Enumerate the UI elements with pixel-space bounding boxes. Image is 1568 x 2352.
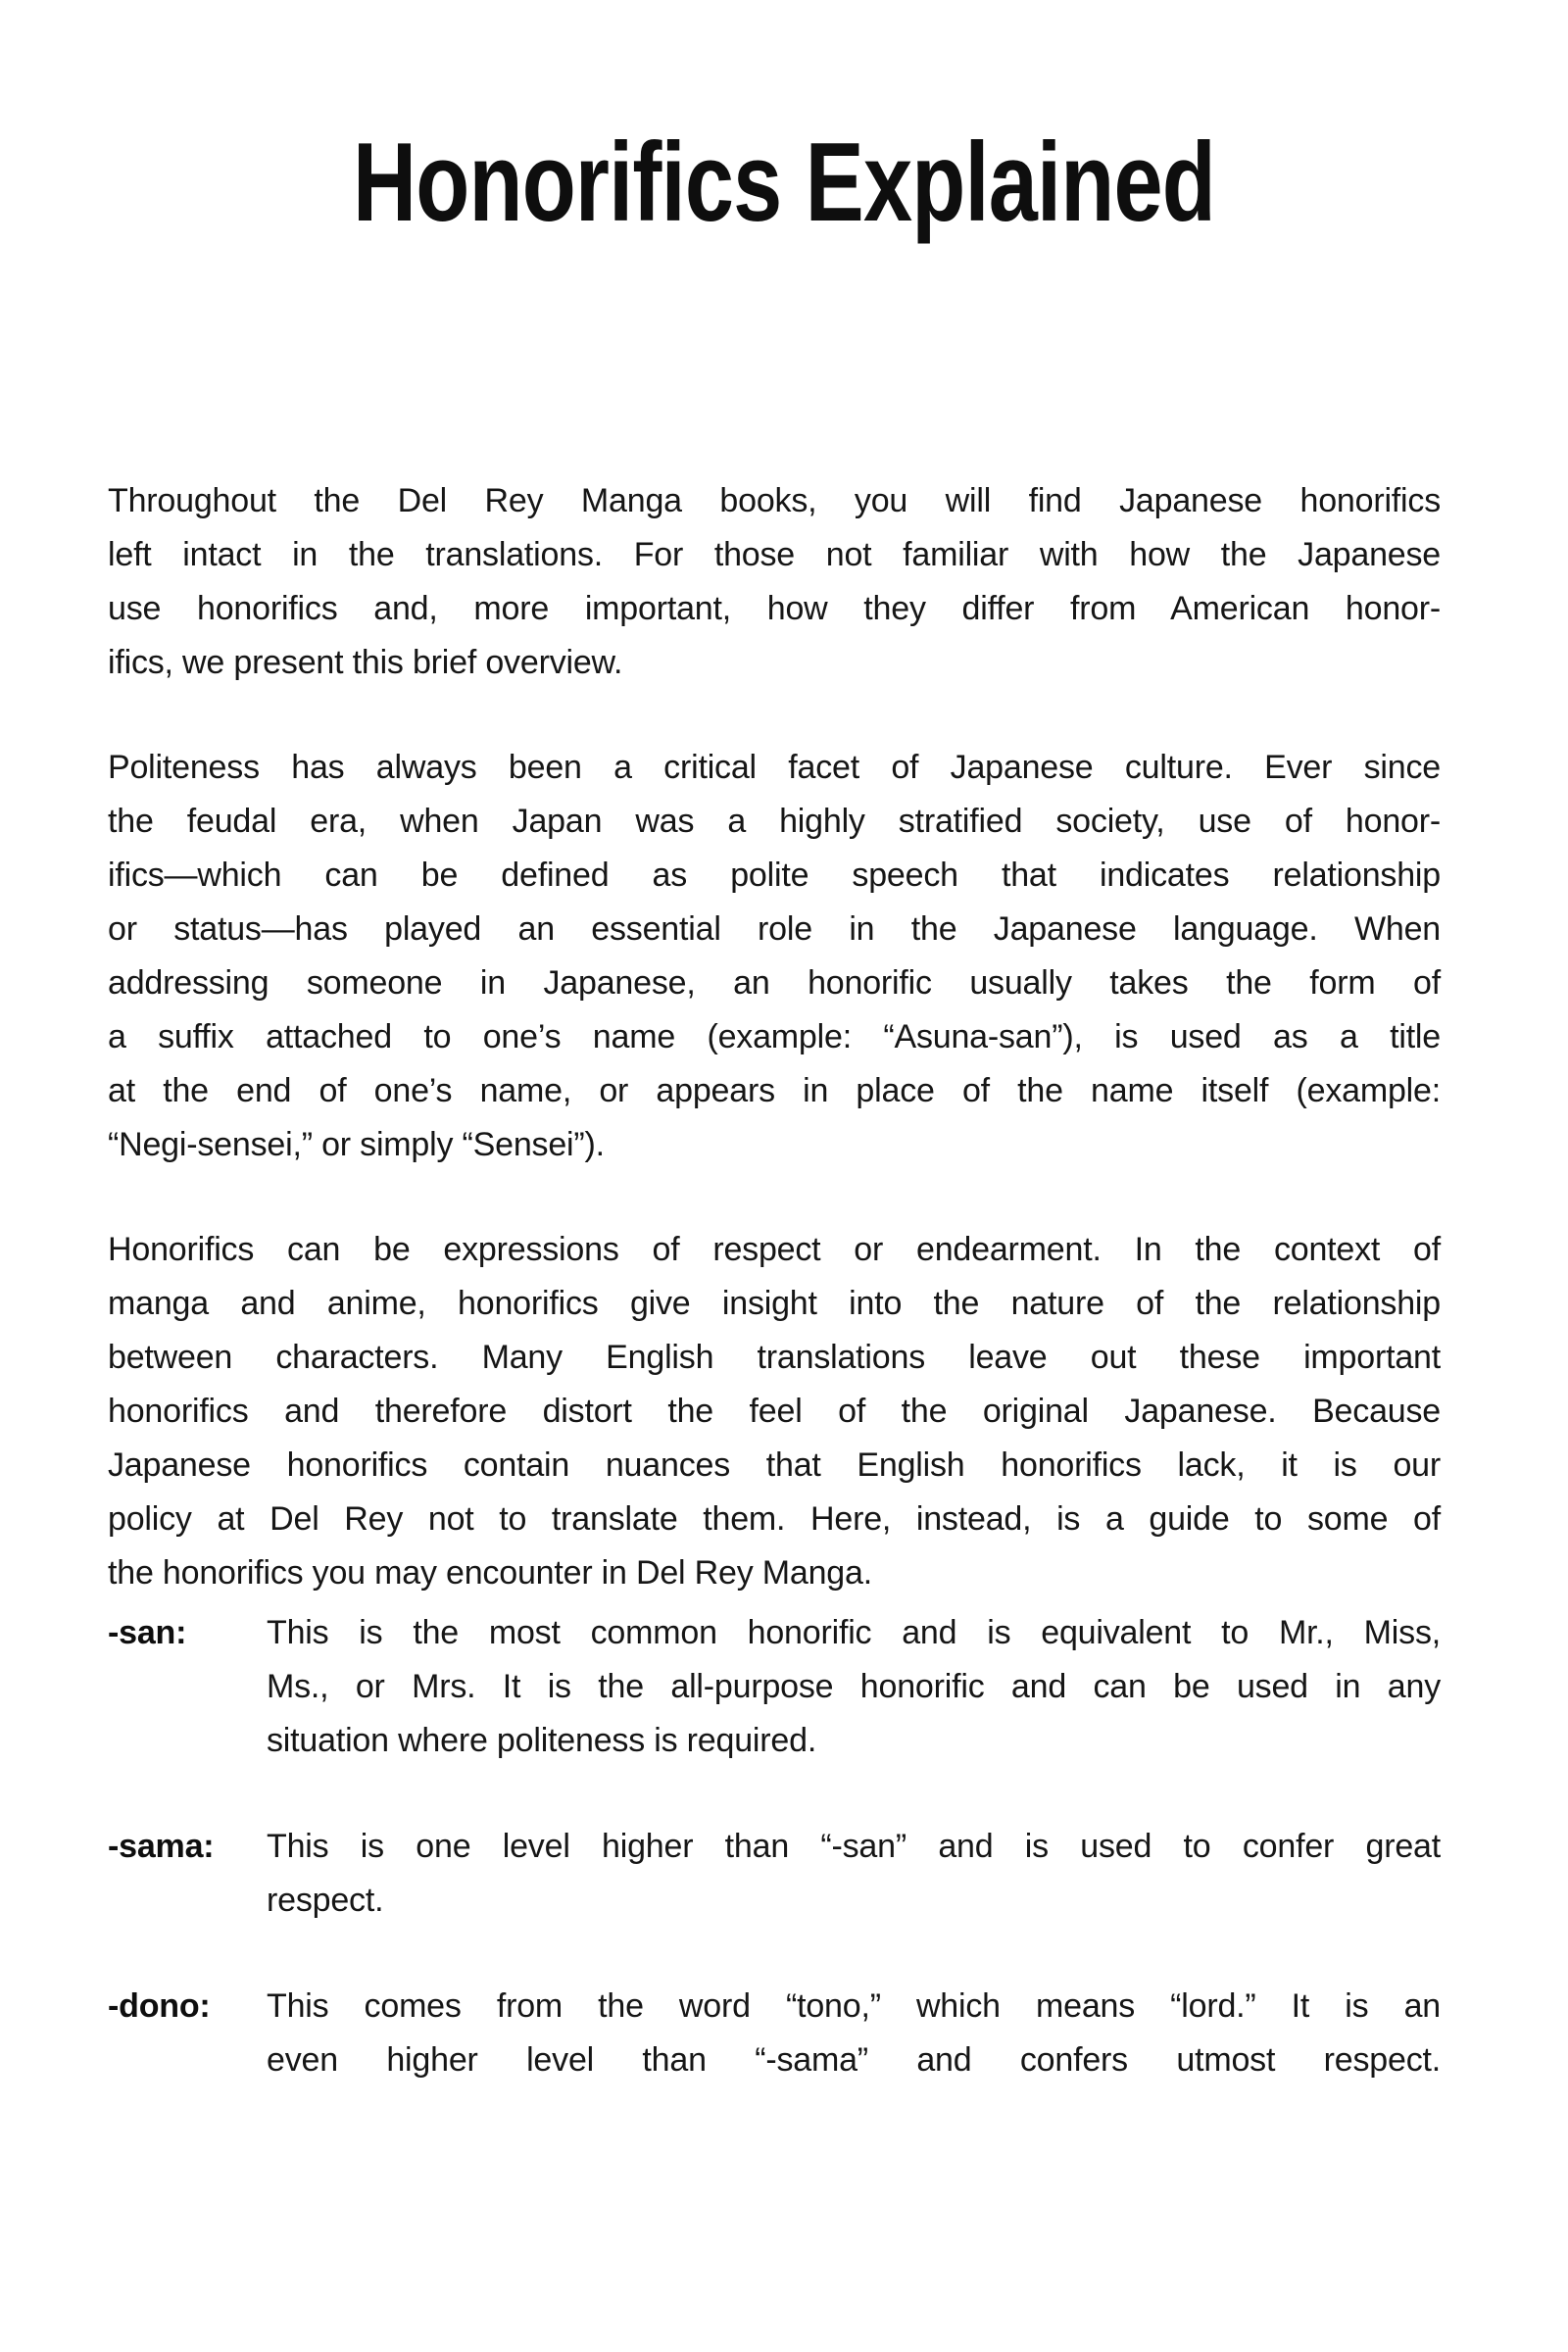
- paragraph-line: ifics—which can be defined as polite speech that indicates relationship: [108, 857, 1441, 894]
- paragraph-line: or status—has played an essential role in the Japanese language. When: [108, 910, 1441, 948]
- definition-text-line: This is one level higher than “-san” and is used to confer great: [267, 1828, 1441, 1865]
- page-title: Honorifics Explained: [353, 121, 1215, 245]
- paragraph-line: “Negi-sensei,” or simply “Sensei”).: [108, 1126, 605, 1163]
- paragraph-line: left intact in the translations. For those not familiar with how the Japanese: [108, 536, 1441, 573]
- definition-entry: [108, 1980, 1441, 2087]
- definition-text: [267, 1606, 1441, 1768]
- definition-text-line: This comes from the word “tono,” which means “lord.” It is an: [267, 1987, 1441, 2025]
- definition-text: [267, 1980, 1441, 2087]
- paragraph: [108, 474, 1441, 690]
- definition-text-line: even higher level than “-sama” and confers utmost respect.: [267, 2041, 1441, 2079]
- definition-entry: [108, 1606, 1441, 1768]
- paragraph-line: honorifics and therefore distort the feel of the original Japanese. Because: [108, 1393, 1441, 1430]
- definition-text-line: respect.: [267, 1882, 384, 1919]
- definition-term: -sama:: [108, 1828, 215, 1865]
- paragraph-line: the feudal era, when Japan was a highly stratified society, use of honor-: [108, 803, 1441, 840]
- definition-entry: [108, 1820, 1441, 1928]
- paragraph-line: Politeness has always been a critical facet of Japanese culture. Ever since: [108, 749, 1441, 786]
- definition-term: -san:: [108, 1614, 187, 1651]
- paragraphs-section: [108, 474, 1441, 1600]
- paragraph-line: Honorifics can be expressions of respect or endearment. In the context of: [108, 1231, 1441, 1268]
- body-text: [108, 474, 1441, 2139]
- paragraph-line: ifics, we present this brief overview.: [108, 644, 623, 681]
- definition-text-line: situation where politeness is required.: [267, 1722, 817, 1759]
- paragraph: [108, 1223, 1441, 1600]
- paragraph-line: addressing someone in Japanese, an honorific usually takes the form of: [108, 964, 1441, 1002]
- paragraph-line: between characters. Many English translations leave out these important: [108, 1339, 1441, 1376]
- definition-text-line: Ms., or Mrs. It is the all-purpose honorific and can be used in any: [267, 1668, 1441, 1705]
- paragraph-line: use honorifics and, more important, how they differ from American honor-: [108, 590, 1441, 627]
- paragraph-line: policy at Del Rey not to translate them. Here, instead, is a guide to some of: [108, 1500, 1441, 1538]
- definition-text-line: This is the most common honorific and is equivalent to Mr., Miss,: [267, 1614, 1441, 1651]
- paragraph-line: Throughout the Del Rey Manga books, you will find Japanese honorifics: [108, 482, 1441, 519]
- paragraph-line: a suffix attached to one’s name (example: “Asuna-san”), is used as a title: [108, 1018, 1441, 1055]
- paragraph: [108, 741, 1441, 1172]
- honorifics-definition-list: [108, 1606, 1441, 2087]
- definition-text: [267, 1820, 1441, 1928]
- paragraph-line: Japanese honorifics contain nuances that English honorifics lack, it is our: [108, 1446, 1441, 1484]
- definition-term: -dono:: [108, 1987, 211, 2025]
- paragraph-line: the honorifics you may encounter in Del Rey Manga.: [108, 1554, 872, 1592]
- paragraph-line: manga and anime, honorifics give insight into the nature of the relationship: [108, 1285, 1441, 1322]
- paragraph-line: at the end of one’s name, or appears in place of the name itself (example:: [108, 1072, 1441, 1109]
